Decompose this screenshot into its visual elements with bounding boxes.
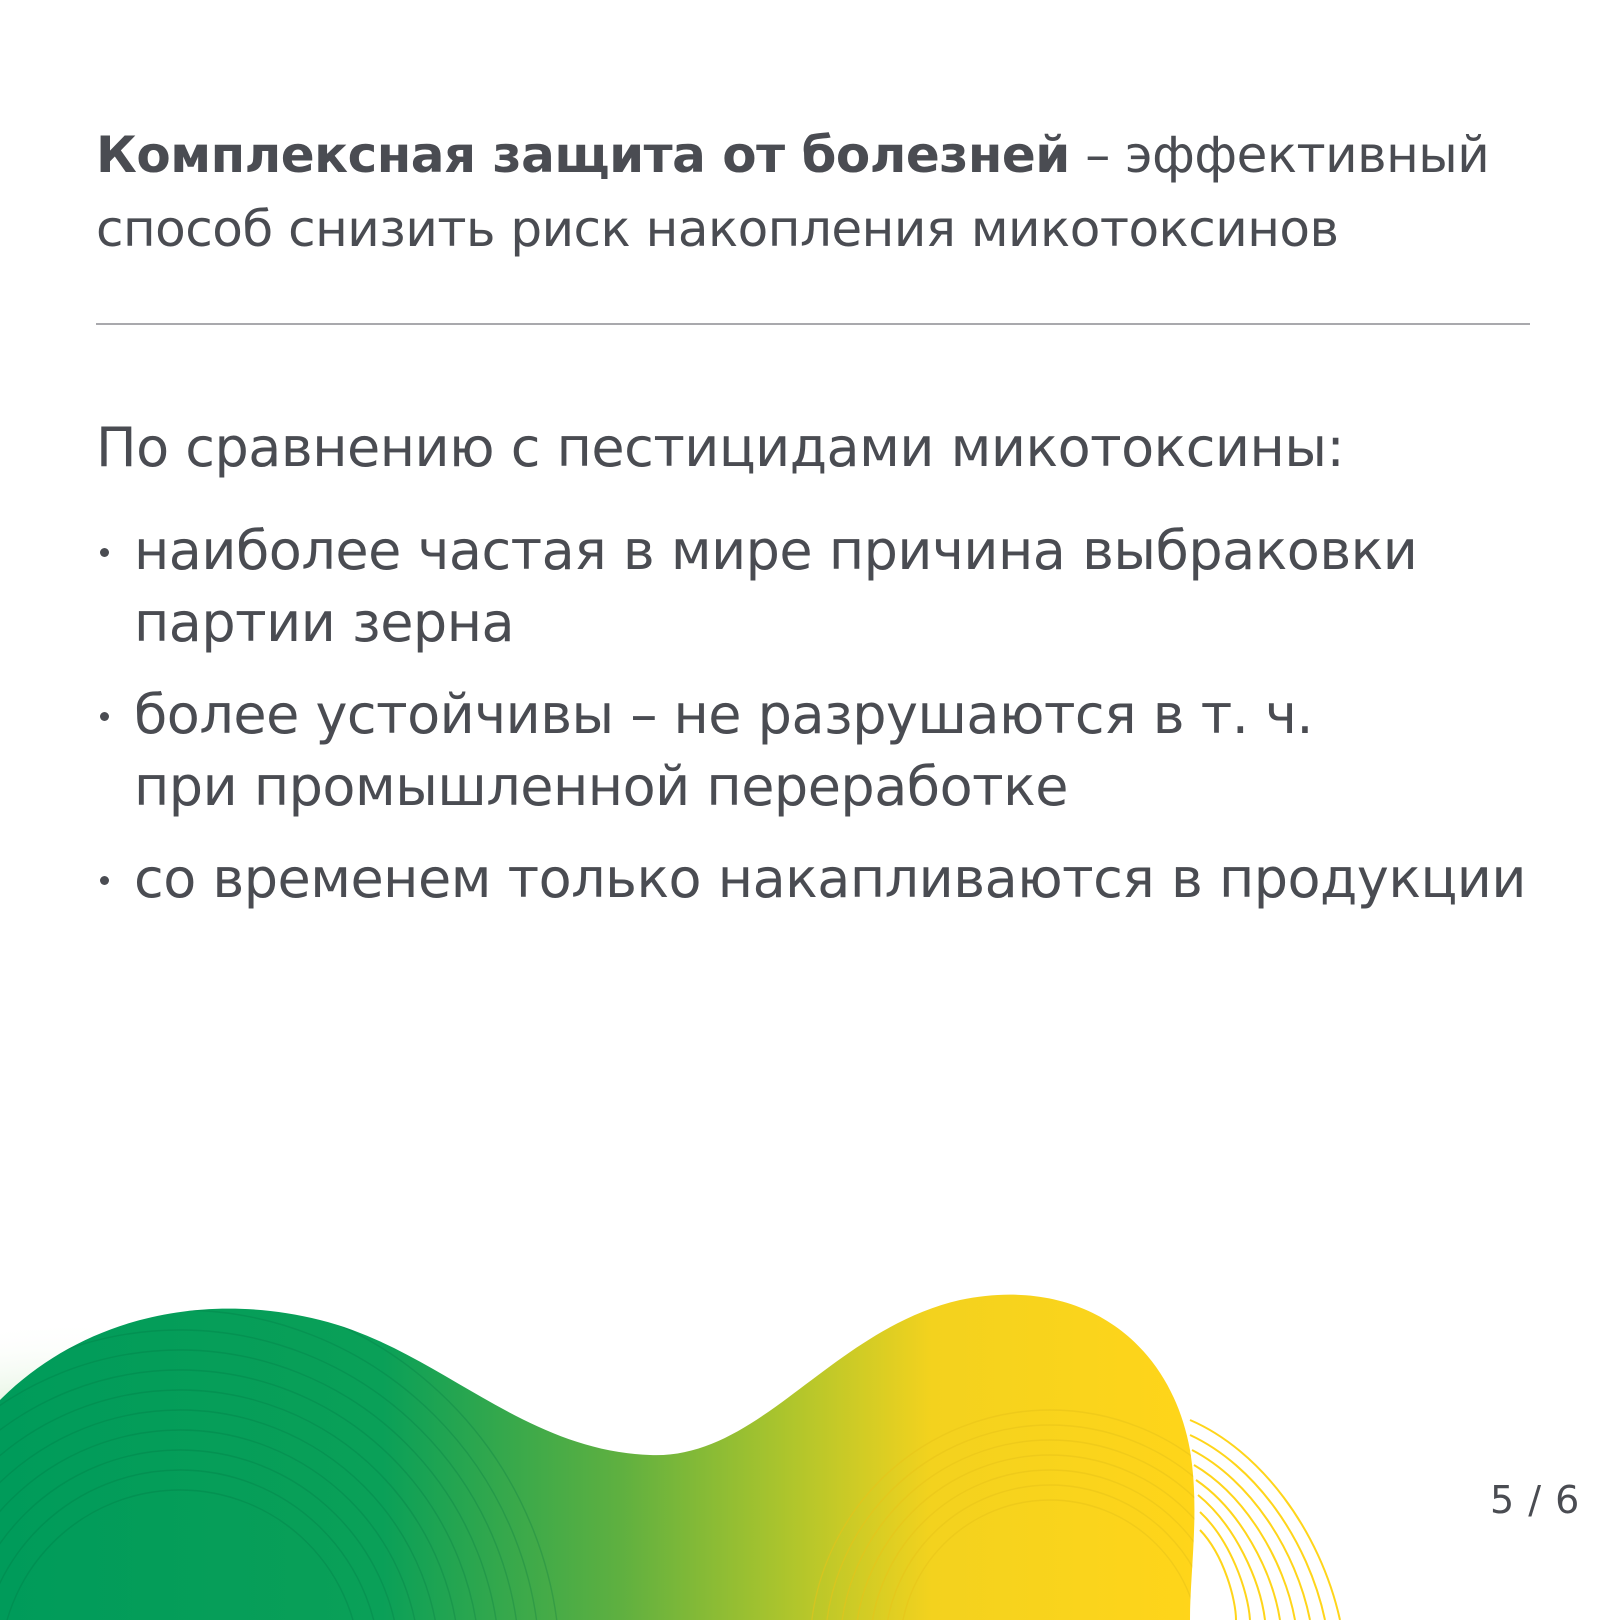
page-counter: 5 / 6 — [1490, 1478, 1581, 1522]
headline-rest: – эффективный — [1069, 126, 1490, 184]
list-item-line1: со временем только накапливаются в продукции — [134, 847, 1526, 910]
list-item-line2: партии зерна — [134, 591, 515, 654]
decorative-wave-graphic — [0, 1250, 1620, 1620]
headline-line2: способ снизить риск накопления микотоксинов — [96, 200, 1339, 258]
headline — [96, 118, 1536, 266]
list-item-line1: более устойчивы – не разрушаются в т. ч. — [134, 683, 1314, 746]
bullet-dot-icon — [100, 712, 109, 721]
yellow-line-rings — [1190, 1420, 1340, 1620]
list-item — [96, 843, 1536, 915]
headline-bold: Комплексная защита от болезней — [96, 126, 1070, 184]
intro-text: По сравнению с пестицидами микотоксины: — [96, 416, 1345, 479]
divider — [96, 323, 1530, 325]
list-item — [96, 515, 1536, 659]
list-item-line2: при промышленной переработке — [134, 755, 1068, 818]
bullet-dot-icon — [100, 876, 109, 885]
bullet-dot-icon — [100, 548, 109, 557]
bullet-list — [96, 515, 1536, 935]
list-item-line1: наиболее частая в мире причина выбраковки — [134, 519, 1418, 582]
gradient-wave — [0, 1295, 1194, 1620]
list-item — [96, 679, 1536, 823]
